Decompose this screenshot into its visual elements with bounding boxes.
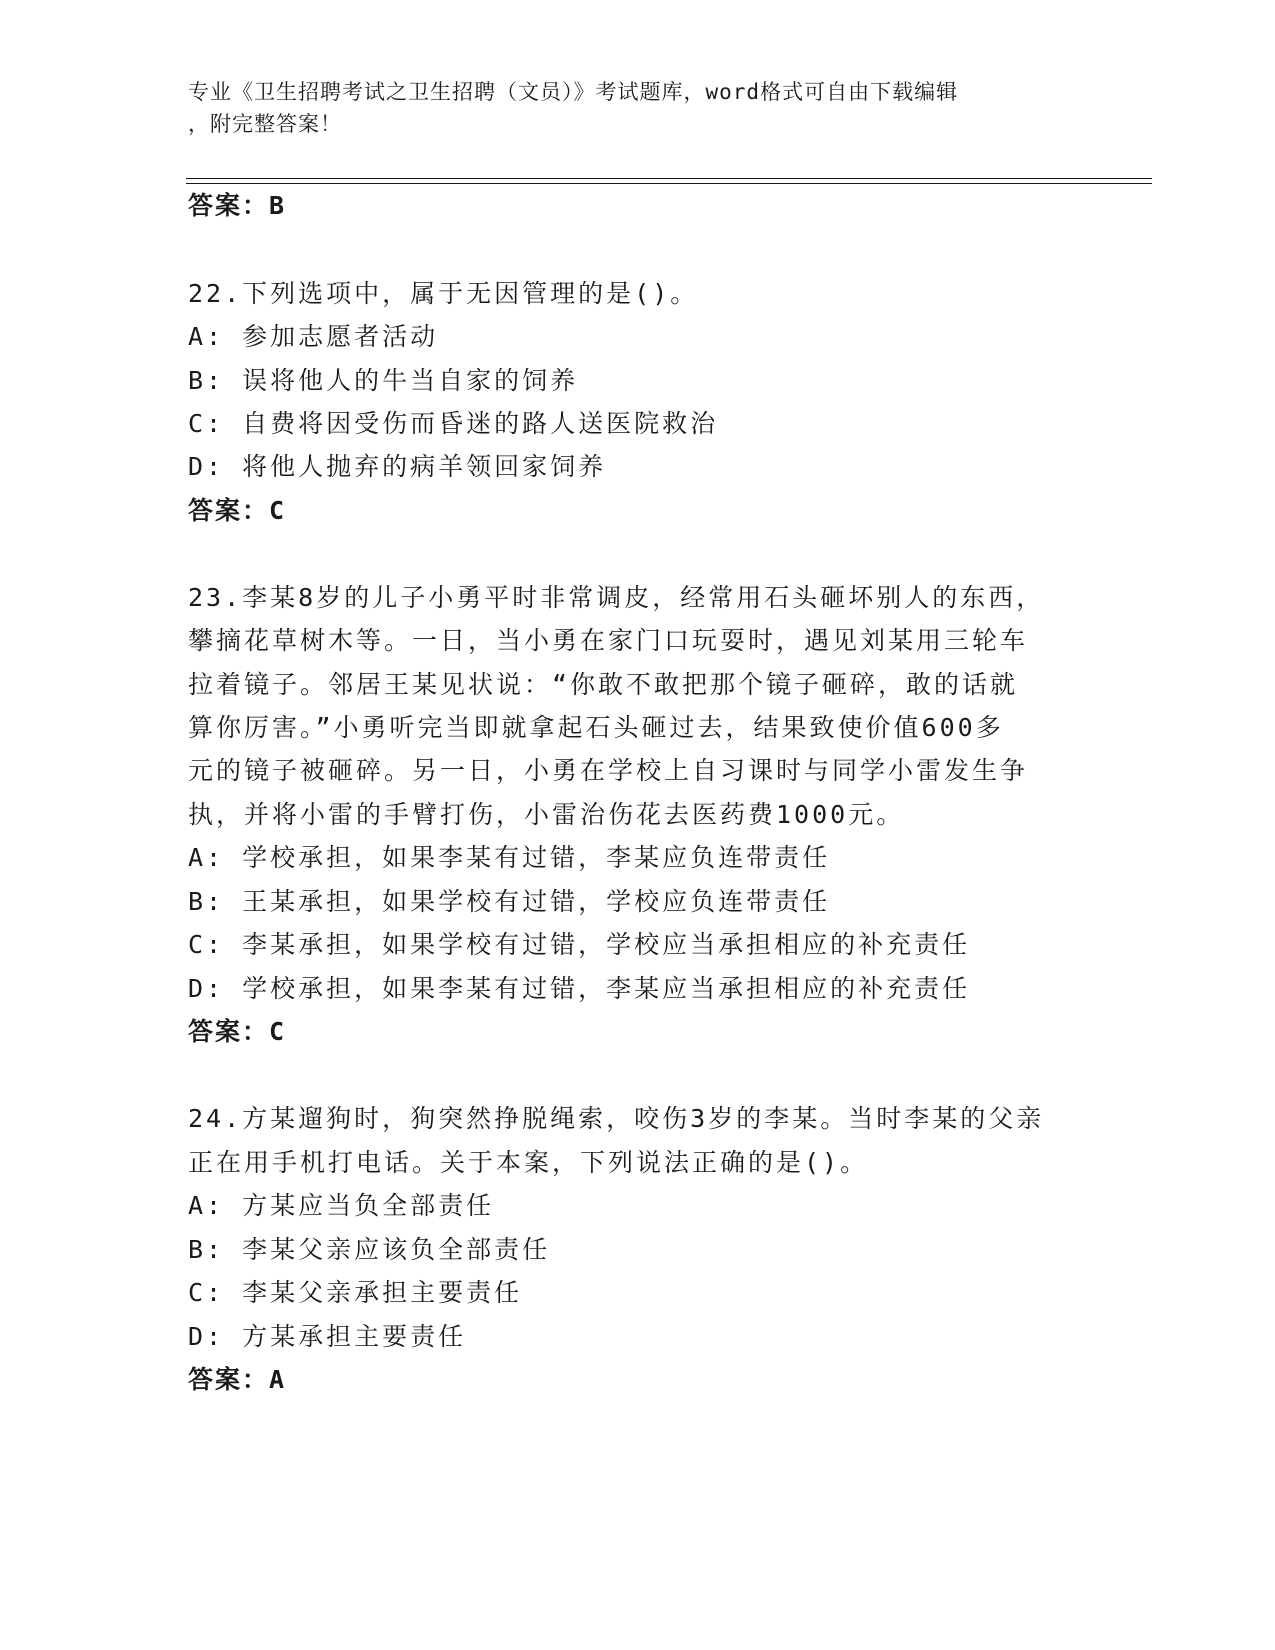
header-line-2: ，附完整答案！ <box>188 112 342 136</box>
question-22-option-b: B: 误将他人的牛当自家的饲养 <box>188 366 579 395</box>
question-23-stem-line-1: 23.李某8岁的儿子小勇平时非常调皮，经常用石头砸坏别人的东西， <box>188 583 1045 612</box>
question-24-option-d: D: 方某承担主要责任 <box>188 1322 467 1351</box>
question-24-answer: 答案：A <box>188 1365 287 1394</box>
question-24-stem-line-2: 正在用手机打电话。关于本案，下列说法正确的是()。 <box>188 1148 869 1177</box>
question-24-option-b: B: 李某父亲应该负全部责任 <box>188 1235 551 1264</box>
header-line-1: 专业《卫生招聘考试之卫生招聘（文员）》考试题库，word格式可自由下载编辑 <box>188 80 959 104</box>
question-23-stem-line-6: 执，并将小雷的手臂打伤，小雷治伤花去医药费1000元。 <box>188 800 905 829</box>
document-header <box>188 76 1068 140</box>
header-rule-bottom <box>186 183 1152 184</box>
question-22-answer: 答案：C <box>188 496 287 525</box>
question-22-option-c: C: 自费将因受伤而昏迷的路人送医院救治 <box>188 409 719 438</box>
question-22-stem: 22.下列选项中，属于无因管理的是()。 <box>188 279 699 308</box>
header-rule-top <box>186 178 1152 179</box>
question-24-stem-line-1: 24.方某遛狗时，狗突然挣脱绳索，咬伤3岁的李某。当时李某的父亲 <box>188 1104 1045 1133</box>
question-23-option-c: C: 李某承担，如果学校有过错，学校应当承担相应的补充责任 <box>188 930 971 959</box>
question-22-option-d: D: 将他人抛弃的病羊领回家饲养 <box>188 452 607 481</box>
question-23-option-a: A: 学校承担，如果李某有过错，李某应负连带责任 <box>188 843 831 872</box>
question-24-option-c: C: 李某父亲承担主要责任 <box>188 1278 523 1307</box>
question-23-option-d: D: 学校承担，如果李某有过错，李某应当承担相应的补充责任 <box>188 974 971 1003</box>
question-23-answer: 答案：C <box>188 1017 287 1046</box>
question-22-option-a: A: 参加志愿者活动 <box>188 322 439 351</box>
question-23-stem-line-2: 攀摘花草树木等。一日，当小勇在家门口玩耍时，遇见刘某用三轮车 <box>188 626 1029 655</box>
question-23-stem-line-4: 算你厉害。”小勇听完当即就拿起石头砸过去，结果致使价值600多 <box>188 713 1004 742</box>
question-23-option-b: B: 王某承担，如果学校有过错，学校应负连带责任 <box>188 887 831 916</box>
question-24-option-a: A: 方某应当负全部责任 <box>188 1191 495 1220</box>
question-23-stem-line-3: 拉着镜子。邻居王某见状说：“你敢不敢把那个镜子砸碎，敢的话就 <box>188 670 1019 699</box>
question-23-stem-line-5: 元的镜子被砸碎。另一日，小勇在学校上自习课时与同学小雷发生争 <box>188 756 1029 785</box>
answer-21: 答案：B <box>188 191 287 220</box>
